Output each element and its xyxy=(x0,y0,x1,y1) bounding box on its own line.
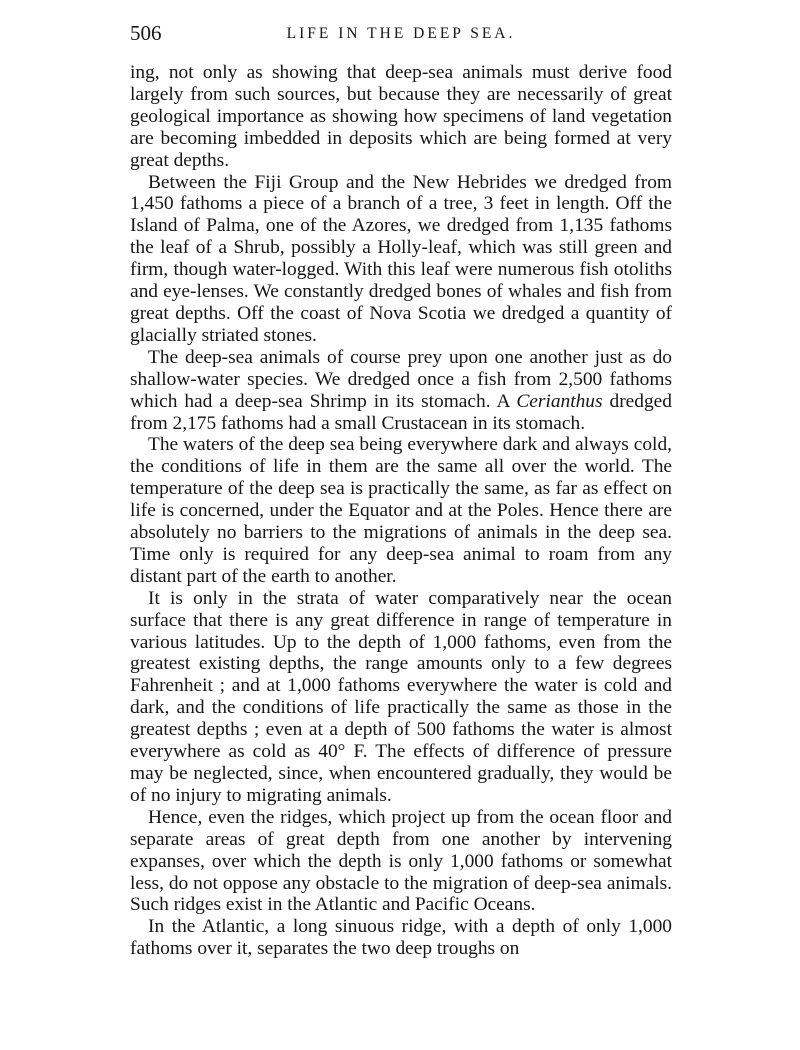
running-head: LIFE IN THE DEEP SEA. xyxy=(286,25,516,42)
paragraph-prey-start: The deep-sea animals of course prey upon one another just as do shallow-water species. We dredged once a fish from 2,500 fathoms which had a deep-sea Shrimp in its stomach. A xyxy=(130,346,672,412)
paragraph-atlantic-ridge: In the Atlantic, a long sinuous ridge, with a depth of only 1,000 fathoms over it, separates the two deep troughs on xyxy=(130,916,672,960)
book-page xyxy=(130,18,672,960)
page-header xyxy=(130,18,672,52)
body-text xyxy=(130,62,672,960)
paragraph-prey xyxy=(130,347,672,435)
paragraph-ridges: Hence, even the ridges, which project up from the ocean floor and separate areas of great depth from one another by intervening expanses, over which the depth is only 1,000 fathoms or somewhat less, do not oppose any obstacle to the migration of deep-sea animals. Such ridges exist in the Atlantic and Pacific Oceans. xyxy=(130,806,672,916)
page-number: 506 xyxy=(130,21,162,45)
paragraph-temperature-range: It is only in the strata of water comparatively near the ocean surface that there is any great difference in range of temperature in various latitudes. Up to the depth of 1,000 fathoms, even from the greatest existing depths, the range amounts only to a few degrees Fahrenheit ; and at 1,000 fathoms everywhere the water is cold and dark, and the conditions of life practically the same as those in the greatest depths ; even at a depth of 500 fathoms the water is almost everywhere as cold as 40° F. The effects of difference of pressure may be neglected, since, when encountered gradually, they would be of no injury to migrating animals. xyxy=(130,587,672,806)
paragraph-prey-end: dredged from 2,175 fathoms had a small Crustacean in its stomach. xyxy=(130,390,672,434)
paragraph-dredged-objects: Between the Fiji Group and the New Hebrides we dredged from 1,450 fathoms a piece of a branch of a tree, 3 feet in length. Off the Island of Palma, one of the Azores, we dredged from 1,135 fathoms the leaf of a Shrub, possibly a Holly-leaf, which was still green and firm, though water-logged. With this leaf were numerous fish otoliths and eye-lenses. We constantly dredged bones of whales and fish from great depths. Off the coast of Nova Scotia we dredged a quantity of glacially striated stones. xyxy=(130,171,672,346)
paragraph-continued: ing, not only as showing that deep-sea animals must derive food largely from such sources, but because they are necessarily of great geological importance as showing how specimens of land vegetation are becoming imbedded in deposits which are being formed at very great depths. xyxy=(130,62,672,171)
paragraph-deep-sea-conditions: The waters of the deep sea being everywhere dark and always cold, the conditions of life in them are the same all over the world. The temperature of the deep sea is practically the same, as far as effect on life is concerned, under the Equator and at the Poles. Hence there are absolutely no barriers to the migrations of animals in the deep sea. Time only is required for any deep-sea animal to roam from any distant part of the earth to another. xyxy=(130,434,672,587)
cerianthus-term: Cerianthus xyxy=(516,390,603,412)
